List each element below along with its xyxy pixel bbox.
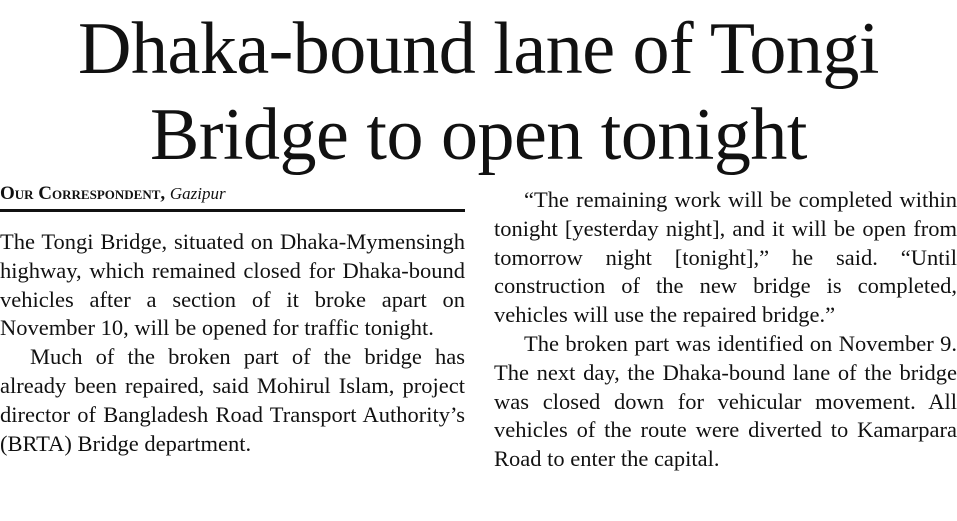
byline-place: Gazipur — [169, 184, 226, 203]
headline-line-1: Dhaka-bound lane of Tongi — [78, 8, 879, 90]
headline-line-2: Bridge to open tonight — [150, 94, 807, 176]
byline — [0, 181, 465, 212]
headline — [0, 6, 957, 178]
article-column-left — [0, 228, 465, 458]
byline-author: Our Correspondent, — [0, 183, 166, 204]
article-column-right — [494, 186, 957, 474]
paragraph-3: “The remaining work will be completed within tonight [yesterday night], and it will be open from tomorrow night [tonight],” he said. “Until construction of the new bridge is completed, vehicles will use the repaired bridge.” — [494, 187, 957, 328]
paragraph-2: Much of the broken part of the bridge has already been repaired, said Mohirul Islam, project director of Bangladesh Road Transport Authority’s (BRTA) Bridge department. — [0, 344, 465, 456]
paragraph-1: The Tongi Bridge, situated on Dhaka-Mymensingh highway, which remained closed for Dhaka-bound vehicles after a section of it broke apart on November 10, will be opened for traffic tonight. — [0, 229, 465, 341]
paragraph-4: The broken part was identified on November 9. The next day, the Dhaka-bound lane of the bridge was closed down for vehicular movement. All vehicles of the route were diverted to Kamarpara Road to enter the capital. — [494, 330, 957, 472]
